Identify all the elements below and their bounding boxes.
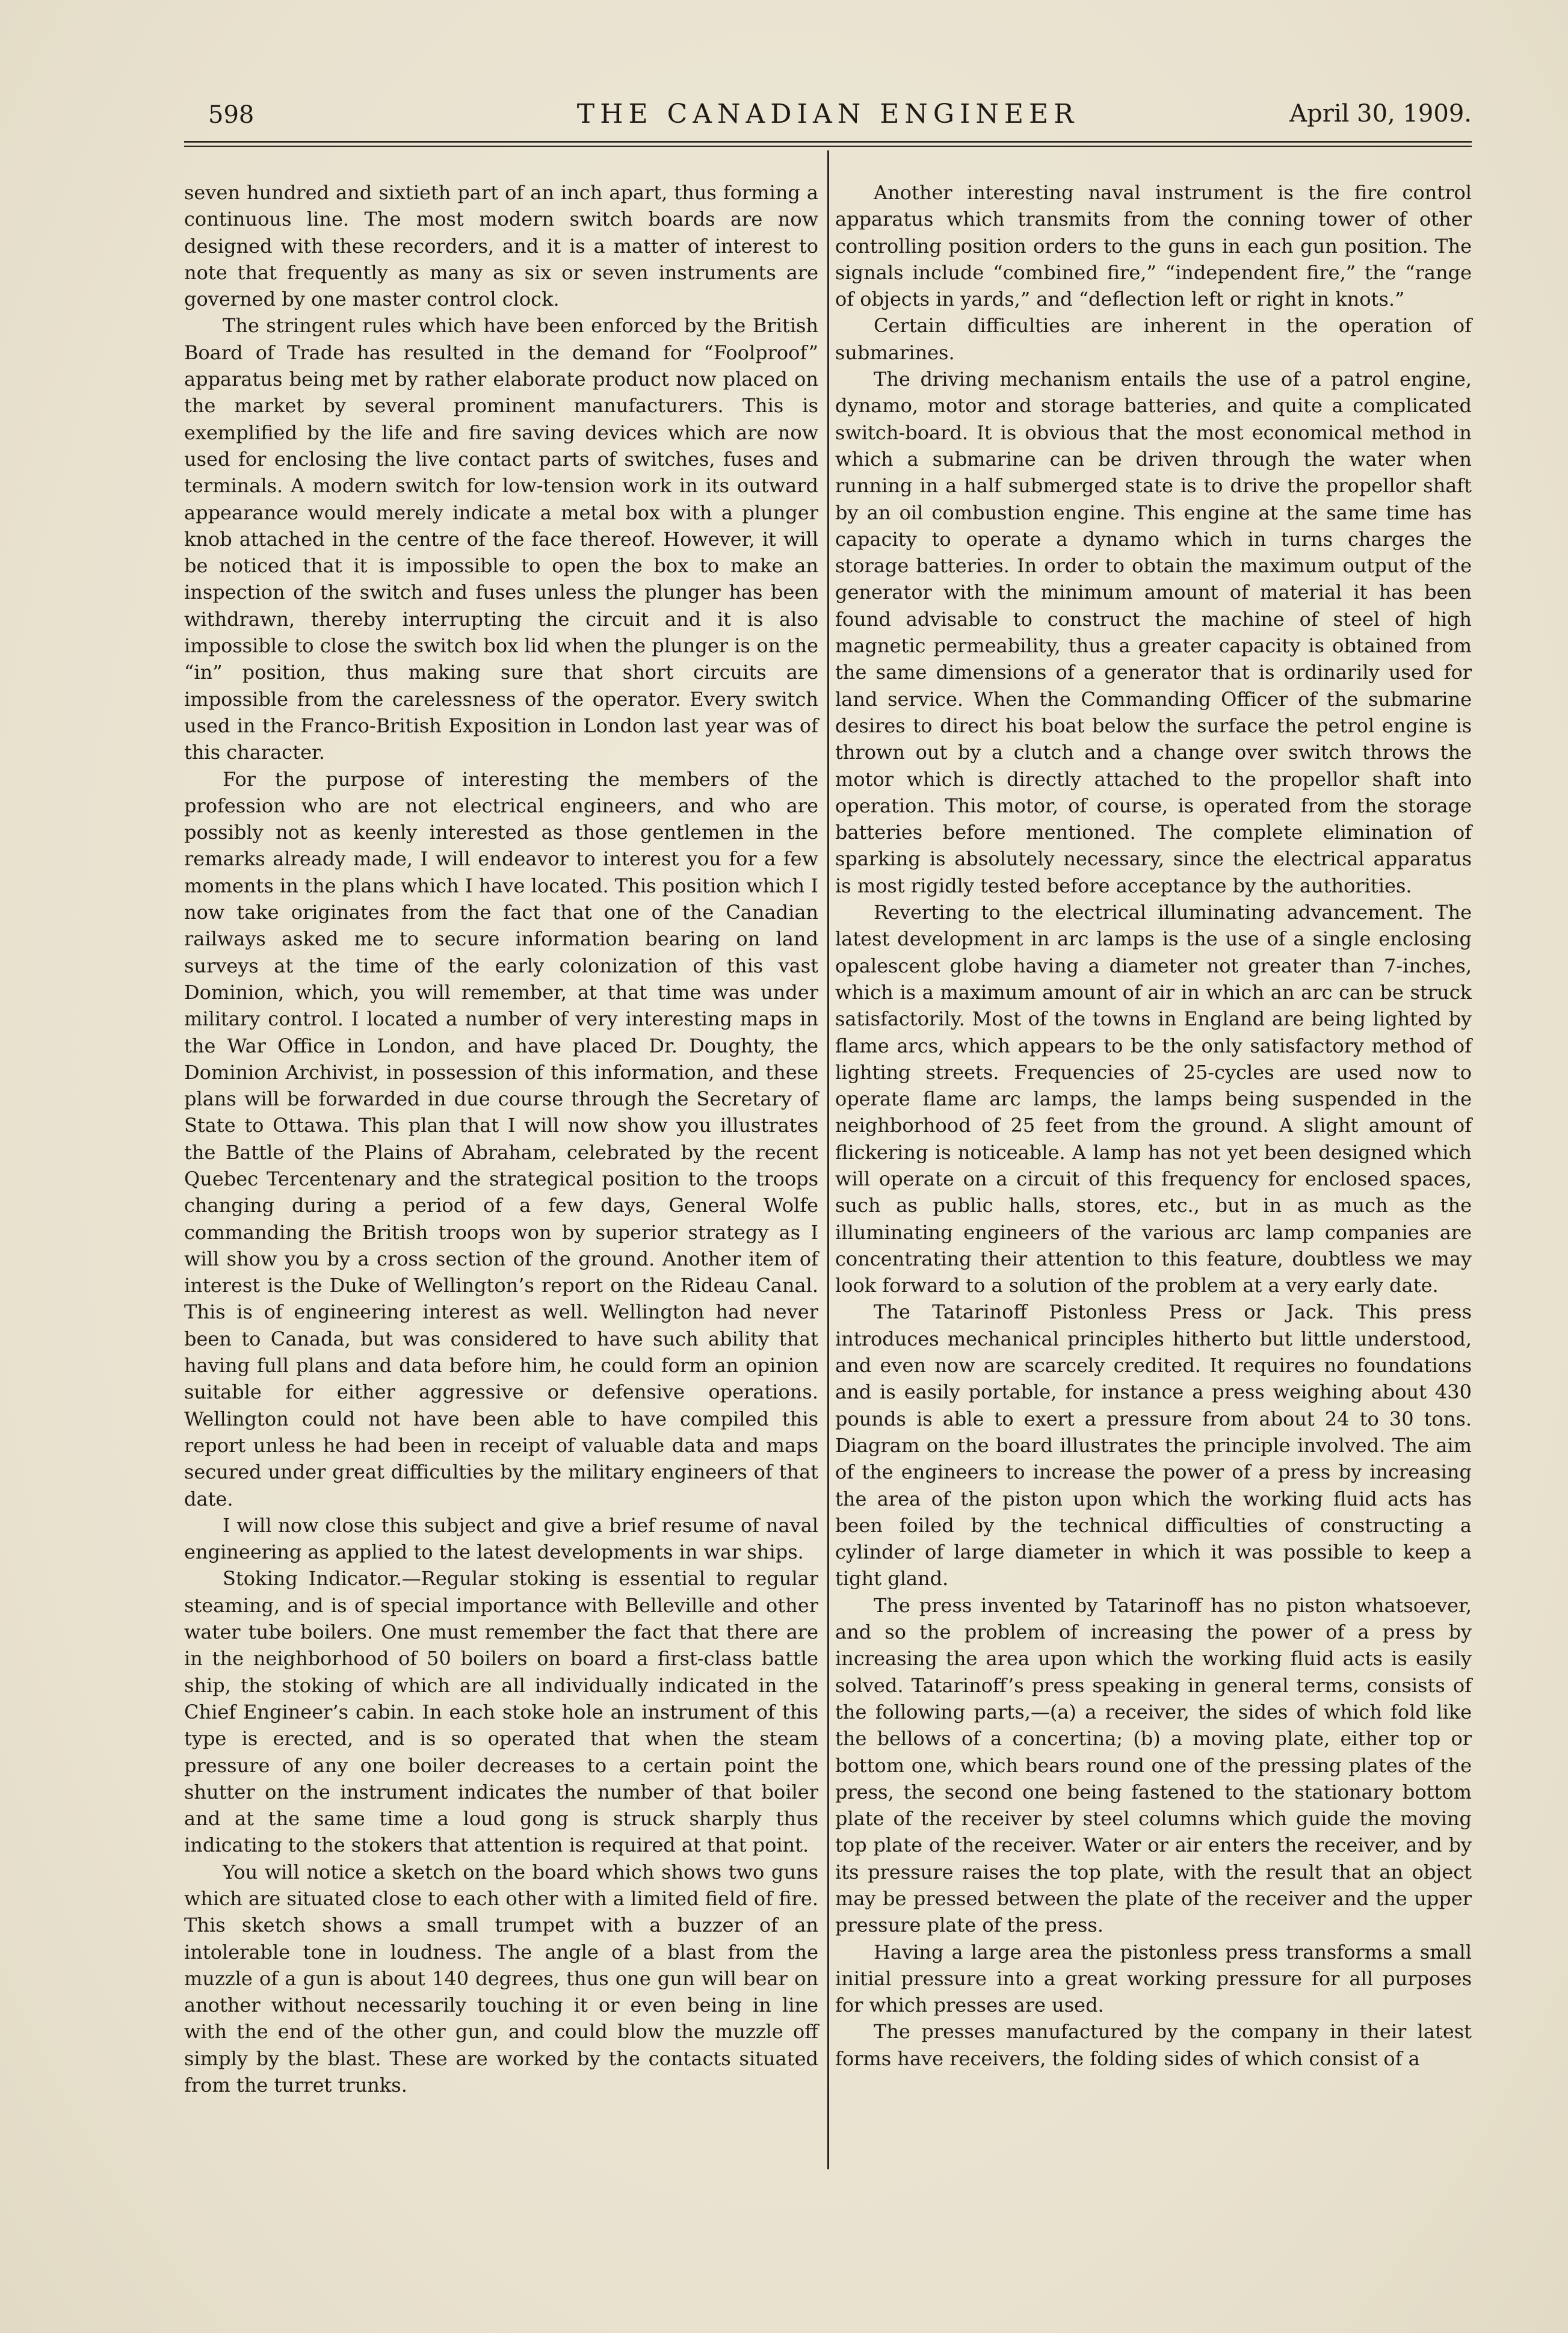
paragraph: I will now close this subject and give a brief resume of naval engineering as applied to the latest developments in war ships. — [184, 1513, 818, 1564]
page-number: 598 — [208, 101, 255, 129]
paragraph: Certain difficulties are inherent in the operation of submarines. — [835, 314, 1472, 364]
paragraph: Having a large area the pistonless press transforms a small initial pressure into a great working pressure for all purposes for which presses are used. — [835, 1940, 1472, 2017]
paragraph: The press invented by Tatarinoff has no piston whatsoever, and so the problem of increasing the power of a press by increasing the area upon which the working fluid acts is easily solved. Tatarinoff’s press speaking in general terms, consists of the following parts,—(a) a receiver, the sides of which fold like the bellows of a concertina; (b) a moving plate, either top or bottom one, which bears round one of the pressing plates of the press, the second one being fastened to the stationary bottom plate of the receiver by steel columns which guide the moving top plate of the receiver. Water or air enters the receiver, and by its pressure raises the top plate, with the result that an object may be pressed between the plate of the receiver and the upper pressure plate of the press. — [835, 1593, 1472, 1937]
left-column — [184, 179, 818, 2098]
paragraph: The stringent rules which have been enforced by the British Board of Trade has resulted in the demand for “Foolproof” apparatus being met by rather elaborate product now placed on the market by several prominent manufacturers. This is exemplified by the life and fire saving devices which are now used for enclosing the live contact parts of switches, fuses and terminals. A modern switch for low-tension work in its outward appearance would merely indicate a metal box with a plunger knob attached in the centre of the face thereof. However, it will be noticed that it is impossible to open the box to make an inspection of the switch and fuses unless the plunger has been withdrawn, thereby interrupting the circuit and it is also impossible to close the switch box lid when the plunger is on the “in” position, thus making sure that short circuits are impossible from the carelessness of the operator. Every switch used in the Franco-British Exposition in London last year was of this character. — [184, 314, 818, 764]
right-column — [835, 179, 1472, 2072]
paragraph: Another interesting naval instrument is the fire control apparatus which transmits from the conning tower of other controlling position orders to the guns in each gun position. The signals include “combined fire,” “independent fire,” the “range of objects in yards,” and “deflection left or right in knots.” — [835, 181, 1472, 311]
paragraph: The Tatarinoff Pistonless Press or Jack. This press introduces mechanical principles hitherto but little understood, and even now are scarcely credited. It requires no foundations and is easily portable, for instance a press weighing about 430 pounds is able to exert a pressure from about 24 to 30 tons. Diagram on the board illustrates the principle involved. The aim of the engineers to increase the power of a press by increasing the area of the piston upon which the working fluid acts has been foiled by the technical difficulties of constructing a cylinder of large diameter in which it was possible to keep a tight gland. — [835, 1300, 1472, 1590]
header-rule — [184, 141, 1472, 143]
paragraph: You will notice a sketch on the board which shows two guns which are situated close to each other with a limited field of fire. This sketch shows a small trumpet with a buzzer of an intolerable tone in loudness. The angle of a blast from the muzzle of a gun is about 140 degrees, thus one gun will bear on another without necessarily touching it or even being in line with the end of the other gun, and could blow the muzzle off simply by the blast. These are worked by the contacts situated from the turret trunks. — [184, 1860, 818, 2097]
paragraph: The presses manufactured by the company in their latest forms have receivers, the folding sides of which consist of a — [835, 2020, 1472, 2070]
running-header — [184, 90, 1472, 132]
journal-title: THE CANADIAN ENGINEER — [576, 99, 1079, 129]
issue-date: April 30, 1909. — [1289, 100, 1472, 128]
paragraph: Reverting to the electrical illuminating advancement. The latest development in arc lamps is the use of a single enclosing opalescent globe having a diameter not greater than 7-inches, which is a maximum amount of air in which an arc can be struck satisfactorily. Most of the towns in England are being lighted by flame arcs, which appears to be the only satisfactory method of lighting streets. Frequencies of 25-cycles are used now to operate flame arc lamps, the lamps being suspended in the neighborhood of 25 feet from the ground. A slight amount of flickering is noticeable. A lamp has not yet been designed which will operate on a circuit of this frequency for enclosed spaces, such as public halls, stores, etc., but in as much as the illuminating engineers of the various arc lamp companies are concentrating their attention to this feature, doubtless we may look forward to a solution of the problem at a very early date. — [835, 901, 1472, 1297]
column-divider — [827, 150, 829, 2169]
paragraph: The driving mechanism entails the use of a patrol engine, dynamo, motor and storage batteries, and quite a complicated switch-board. It is obvious that the most economical method in which a submarine can be driven through the water when running in a half submerged state is to drive the propellor shaft by an oil combustion engine. This engine at the same time has capacity to operate a dynamo which in turns charges the storage batteries. In order to obtain the maximum output of the generator with the minimum amount of material it has been found advisable to construct the machine of steel of high magnetic permeability, thus a greater capacity is obtained from the same dimensions of a generator that is ordinarily used for land service. When the Commanding Officer of the submarine desires to direct his boat below the surface the petrol engine is thrown out by a clutch and a change over switch throws the motor which is directly attached to the propellor shaft into operation. This motor, of course, is operated from the storage batteries before mentioned. The complete elimination of sparking is absolutely necessary, since the electrical apparatus is most rigidly tested before acceptance by the authorities. — [835, 368, 1472, 897]
paragraph: For the purpose of interesting the members of the profession who are not electrical engineers, and who are possibly not as keenly interested as those gentlemen in the remarks already made, I will endeavor to interest you for a few moments in the plans which I have located. This position which I now take originates from the fact that one of the Canadian railways asked me to secure information bearing on land surveys at the time of the early colonization of this vast Dominion, which, you will remember, at that time was under military control. I located a number of very interesting maps in the War Office in London, and have placed Dr. Doughty, the Dominion Archivist, in possession of this information, and these plans will be forwarded in due course through the Secretary of State to Ottawa. This plan that I will now show you illustrates the Battle of the Plains of Abraham, celebrated by the recent Quebec Tercentenary and the strategical position to the troops changing during a period of a few days, General Wolfe commanding the British troops won by superior strategy as I will show you by a cross section of the ground. Another item of interest is the Duke of Wellington’s report on the Rideau Canal. This is of engineering interest as well. Wellington had never been to Canada, but was considered to have such ability that having full plans and data before him, he could form an opinion suitable for either aggressive or defensive operations. Wellington could not have been able to have compiled this report unless he had been in receipt of valuable data and maps secured under great difficulties by the military engineers of that date. — [184, 767, 818, 1510]
header-rule-double — [184, 146, 1472, 147]
paragraph: Stoking Indicator.—Regular stoking is essential to regular steaming, and is of special importance with Belleville and other water tube boilers. One must remember the fact that there are in the neighborhood of 50 boilers on board a first-class battle ship, the stoking of which are all individually indicated in the Chief Engineer’s cabin. In each stoke hole an instrument of this type is erected, and is so operated that when the steam pressure of any one boiler decreases to a certain point the shutter on the instrument indicates the number of that boiler and at the same time a loud gong is struck sharply thus indicating to the stokers that attention is required at that point. — [184, 1567, 818, 1857]
paragraph: seven hundred and sixtieth part of an inch apart, thus forming a continuous line. The most modern switch boards are now designed with these recorders, and it is a matter of interest to note that frequently as many as six or seven instruments are governed by one master control clock. — [184, 181, 818, 311]
